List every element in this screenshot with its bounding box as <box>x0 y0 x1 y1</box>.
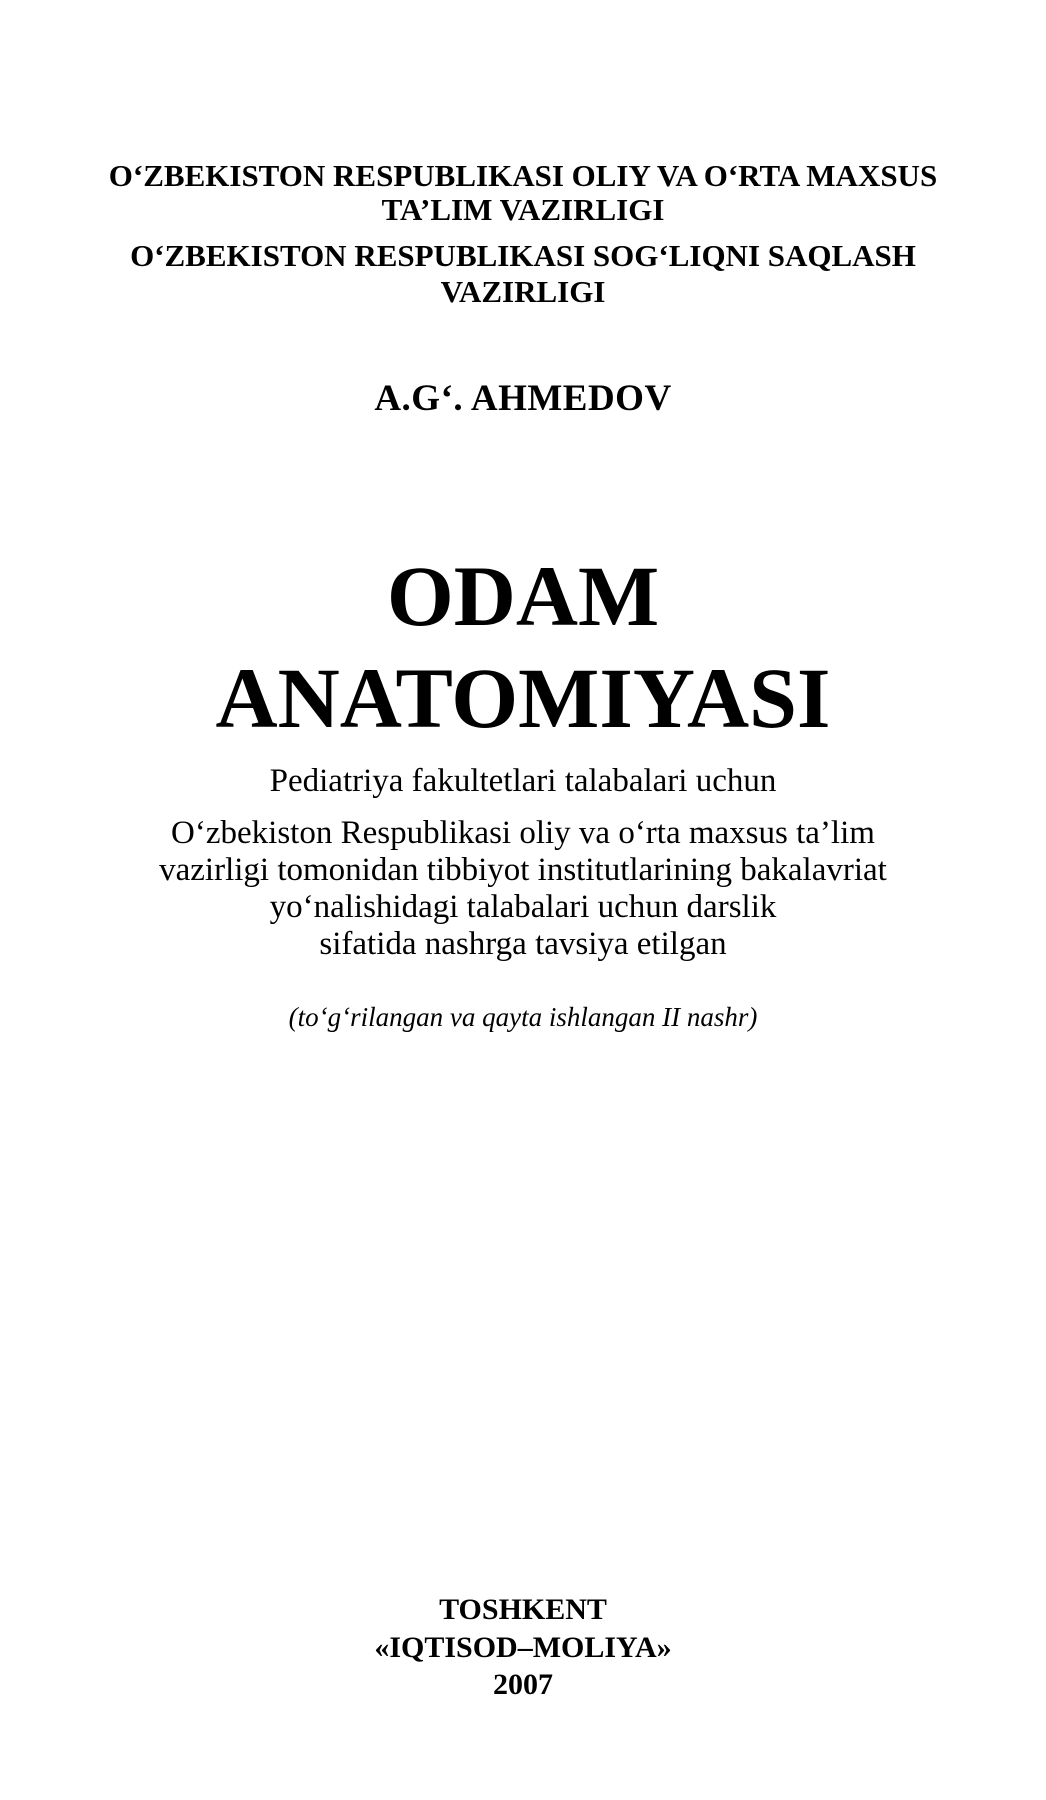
publisher-name: «IQTISOD–MOLIYA» <box>374 1631 672 1664</box>
ministry-line-4: VAZIRLIGI <box>440 274 606 309</box>
approval-line-3: yo‘nalishidagi talabalari uchun darslik <box>269 889 777 925</box>
ministry-line-2: TA’LIM VAZIRLIGI <box>381 192 665 227</box>
ministry-line-3: O‘ZBEKISTON RESPUBLIKASI SOG‘LIQNI SAQLASH <box>130 238 916 273</box>
publication-year: 2007 <box>493 1668 553 1701</box>
book-title-line-1: ODAM <box>386 548 660 644</box>
ministry-line-1: O‘ZBEKISTON RESPUBLIKASI OLIY VA O‘RTA MAXSUS <box>108 158 938 193</box>
approval-line-2: vazirligi tomonidan tibbiyot institutlarining bakalavriat <box>159 852 887 888</box>
approval-line-4: sifatida nashrga tavsiya etilgan <box>319 926 727 962</box>
author-name: A.G‘. AHMEDOV <box>374 378 672 419</box>
publisher-city: TOSHKENT <box>439 1593 607 1626</box>
audience-text: Pediatriya fakultetlari talabalari uchun <box>269 763 777 799</box>
edition-note: (to‘g‘rilangan va qayta ishlangan II nashr) <box>288 1002 758 1032</box>
approval-line-1: O‘zbekiston Respublikasi oliy va o‘rta maxsus ta’lim <box>171 815 875 851</box>
book-title-line-2: ANATOMIYASI <box>215 650 831 746</box>
